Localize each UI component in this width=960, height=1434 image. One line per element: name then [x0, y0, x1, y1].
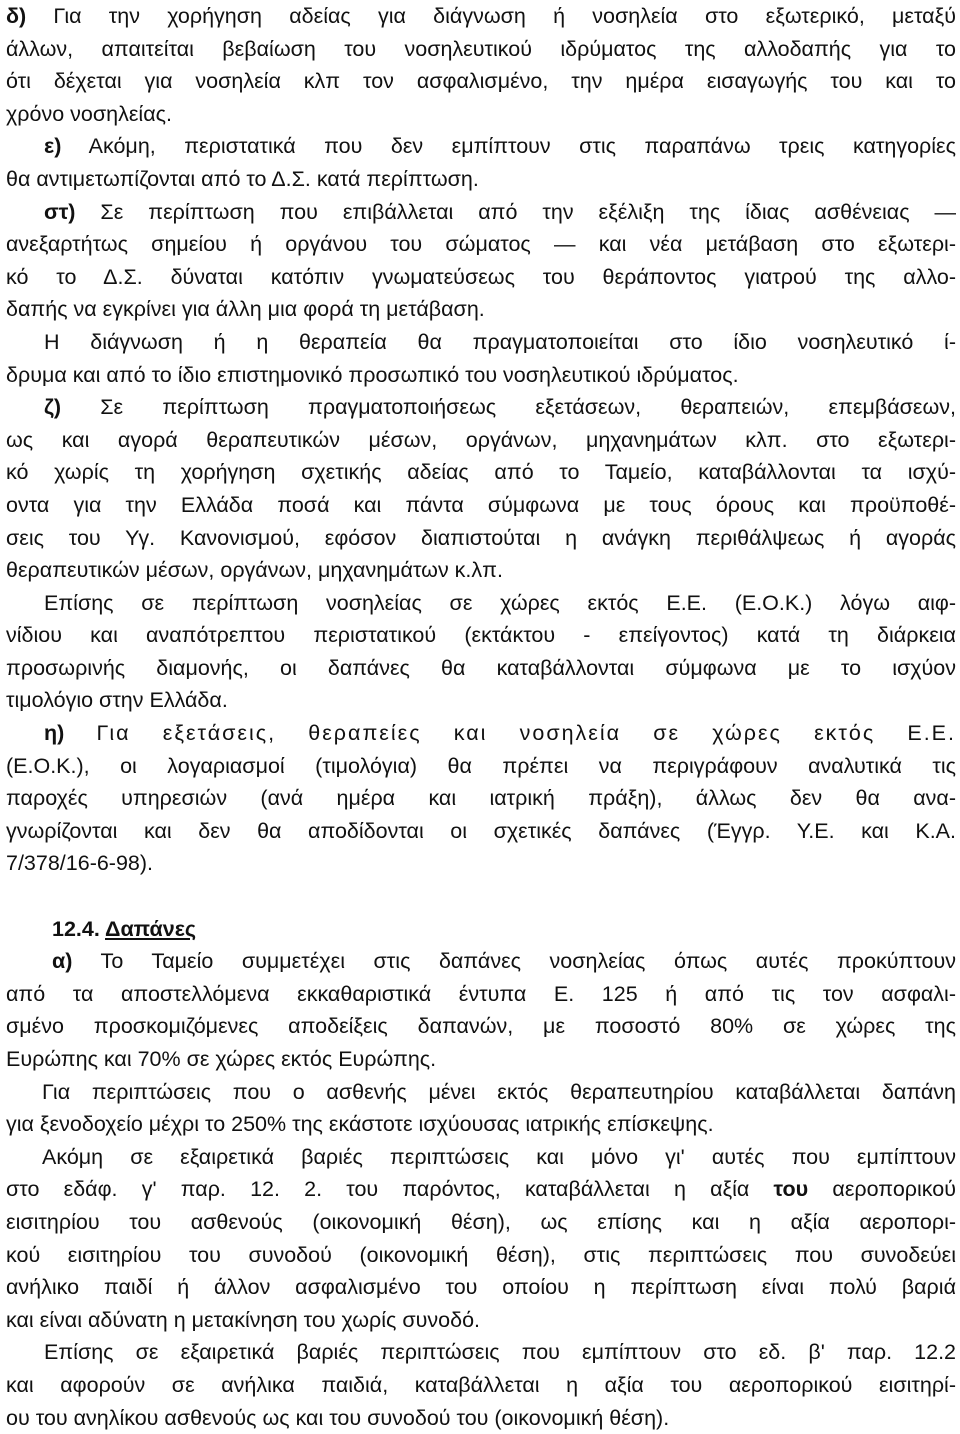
- text-line: [6, 1108, 956, 1141]
- text-run: ανεξαρτήτως σημείου ή οργάνου του σώματος — και νέα μετάβαση στο εξωτερι-: [6, 232, 956, 257]
- text-line: [6, 782, 956, 815]
- text-run: τιμολόγιο στην Ελλάδα.: [6, 688, 228, 713]
- text-line: [6, 1271, 956, 1304]
- text-line: [6, 652, 956, 685]
- bold-text-run: στ): [44, 199, 76, 224]
- text-line: [6, 130, 956, 163]
- text-line: [6, 522, 956, 555]
- text-line: [6, 1141, 956, 1174]
- text-line: [6, 1239, 956, 1272]
- text-run: σμένο προσκομιζόμενες αποδείξεις δαπανών, με ποσοστό 80% σε χώρες της: [6, 1014, 956, 1039]
- text-run: Για την χορήγηση αδείας για διάγνωση ή νοσηλεία στο εξωτερικό, μεταξύ: [26, 4, 956, 28]
- text-run: 7/378/16-6-98).: [6, 851, 154, 876]
- text-line: [6, 913, 956, 946]
- text-run: για ξενοδοχείο μέχρι το 250% της εκάστοτε ισχύουσας ιατρικής επίσκεψης.: [6, 1112, 714, 1137]
- text-run: και αφορούν σε ανήλικα παιδιά, καταβάλλεται η αξία του αεροπορικού εισιτηρί-: [6, 1372, 956, 1397]
- text-line: [6, 326, 956, 359]
- text-run: ου του ανηλίκου ασθενούς ως και του συνοδού του (οικονομική θέση).: [6, 1405, 670, 1430]
- text-run: σεις του Υγ. Κανονισμού, εφόσον διαπιστούται η ανάγκη περιθάλψεως ή αγοράς: [6, 525, 956, 550]
- text-line: [6, 1076, 956, 1109]
- text-line: [6, 1402, 956, 1434]
- text-run: Για περιπτώσεις που ο ασθενής μένει εκτός θεραπευτηρίου καταβάλλεται δαπάνη: [42, 1079, 956, 1104]
- text-run: χρόνο νοσηλείας.: [6, 101, 172, 126]
- bold-text-run: ε): [44, 134, 62, 159]
- text-line: [6, 1304, 956, 1337]
- text-run: Ακόμη σε εξαιρετικά βαριές περιπτώσεις και μόνο γι' αυτές που εμπίπτουν: [42, 1144, 956, 1169]
- text-run: και είναι αδύνατη η μετακίνηση του χωρίς συνοδό.: [6, 1307, 481, 1332]
- text-line: [6, 1206, 956, 1239]
- text-run: Το Ταμείο συμμετέχει στις δαπάνες νοσηλείας όπως αυτές προκύπτουν: [72, 949, 956, 974]
- text-run: Σε περίπτωση που επιβάλλεται από την εξέλιξη της ίδιας ασθένειας —: [75, 199, 956, 224]
- bold-text-run: ζ): [44, 395, 62, 420]
- text-run: δρυμα και από το ίδιο επιστημονικό προσωπικό του νοσηλευτικού ιδρύματος.: [6, 362, 739, 387]
- text-run: Η διάγνωση ή η θεραπεία θα πραγματοποιείται στο ίδιο νοσηλευτικό ί-: [44, 329, 956, 354]
- text-line: [6, 33, 956, 66]
- text-line: [6, 489, 956, 522]
- bold-text-run: α): [52, 949, 73, 974]
- text-run: προσωρινής διαμονής, οι δαπάνες θα καταβάλλονται σύμφωνα με το ισχύον: [6, 655, 956, 680]
- text-run: ότι δέχεται για νοσηλεία κλπ τον ασφαλισμένο, την ημέρα εισαγωγής του και το: [6, 69, 956, 94]
- text-run: παροχές υπηρεσιών (ανά ημέρα και ιατρική πράξη), άλλως δεν θα ανα-: [6, 786, 956, 811]
- bold-text-run: Δαπάνες: [105, 916, 197, 941]
- text-line: [6, 1010, 956, 1043]
- text-run: γνωρίζονται και δεν θα αποδίδονται οι σχετικές δαπάνες (Έγγρ. Υ.Ε. και Κ.Α.: [6, 818, 956, 843]
- text-line: [6, 619, 956, 652]
- text-line: [6, 196, 956, 229]
- text-run: κό το Δ.Σ. δύναται κατόπιν γνωματεύσεως του θεράποντος γιατρού της αλλο-: [6, 264, 956, 289]
- text-line: [6, 554, 956, 587]
- text-line: [6, 163, 956, 196]
- text-line: [6, 1336, 956, 1369]
- text-line: [6, 945, 956, 978]
- text-line: [6, 0, 956, 33]
- text-run: Ευρώπης και 70% σε χώρες εκτός Ευρώπης.: [6, 1047, 437, 1071]
- text-run: κό χωρίς τη χορήγηση σχετικής αδείας από το Ταμείο, καταβάλλονται τα ισχύ-: [6, 460, 956, 485]
- text-line: [6, 1043, 956, 1076]
- text-run: από τα αποστελλόμενα εκκαθαριστικά έντυπα Ε. 125 ή από τις τον ασφαλι-: [6, 981, 956, 1006]
- text-line: [6, 65, 956, 98]
- text-line: [6, 261, 956, 294]
- text-line: [6, 587, 956, 620]
- text-line: [6, 98, 956, 131]
- text-line: [6, 750, 956, 783]
- text-run: Για εξετάσεις, θεραπείες και νοσηλεία σε χώρες εκτός Ε.Ε.: [64, 721, 956, 746]
- text-run: θα αντιμετωπίζονται από το Δ.Σ. κατά περίπτωση.: [6, 166, 479, 191]
- text-line: [6, 424, 956, 457]
- text-run: νίδιου και αναπότρεπτου περιστατικού (εκτάκτου - επείγοντος) κατά τη διάρκεια: [6, 623, 956, 648]
- bold-text-run: 12.4.: [52, 916, 105, 941]
- text-line: [6, 456, 956, 489]
- text-line: [6, 717, 956, 750]
- text-line: [6, 978, 956, 1011]
- text-run: εισιτηρίου του ασθενούς (οικονομική θέση), ως επίσης και η αξία αεροπορι-: [6, 1209, 956, 1234]
- bold-text-run: η): [44, 721, 65, 746]
- text-run: (Ε.Ο.Κ.), οι λογαριασμοί (τιμολόγια) θα πρέπει να περιγράφουν αναλυτικά τις: [6, 753, 956, 778]
- text-run: δαπής να εγκρίνει για άλλη μια φορά τη μετάβαση.: [6, 297, 485, 322]
- text-run: στο εδάφ. γ' παρ. 12. 2. του παρόντος, καταβάλλεται η αξία: [6, 1177, 774, 1202]
- text-line: [6, 684, 956, 717]
- text-run: ως και αγορά θεραπευτικών μέσων, οργάνων, μηχανημάτων κλπ. στο εξωτερι-: [6, 427, 956, 452]
- bold-text-run: του: [773, 1177, 809, 1202]
- text-line: [6, 359, 956, 392]
- text-line: [6, 1369, 956, 1402]
- text-run: Ακόμη, περιστατικά που δεν εμπίπτουν στις παραπάνω τρεις κατηγορίες: [61, 134, 956, 159]
- text-run: Επίσης σε εξαιρετικά βαριές περιπτώσεις που εμπίπτουν στο εδ. β' παρ. 12.2: [44, 1340, 956, 1365]
- text-line: [6, 815, 956, 848]
- text-line: [6, 880, 956, 913]
- text-line: [6, 847, 956, 880]
- text-run: αεροπορικού: [808, 1177, 956, 1202]
- text-line: [6, 293, 956, 326]
- text-run: άλλων, απαιτείται βεβαίωση του νοσηλευτικού ιδρύματος της αλλοδαπής για το: [6, 36, 956, 61]
- text-line: [6, 1173, 956, 1206]
- text-run: Σε περίπτωση πραγματοποιήσεως εξετάσεων, θεραπειών, επεμβάσεων,: [61, 395, 956, 420]
- text-run: θεραπευτικών μέσων, οργάνων, μηχανημάτων κ.λπ.: [6, 558, 503, 583]
- text-run: οντα για την Ελλάδα ποσά και πάντα σύμφωνα με τους όρους και προϋποθέ-: [6, 492, 956, 517]
- text-run: Επίσης σε περίπτωση νοσηλείας σε χώρες εκτός Ε.Ε. (Ε.Ο.Κ.) λόγω αιφ-: [44, 590, 956, 615]
- text-run: κού εισιτηρίου του συνοδού (οικονομική θέση), στις περιπτώσεις που συνοδεύει: [6, 1242, 956, 1267]
- text-run: ανήλικο παιδί ή άλλον ασφαλισμένο του οποίου η περίπτωση είναι πολύ βαριά: [6, 1275, 956, 1300]
- text-line: [6, 391, 956, 424]
- text-line: [6, 228, 956, 261]
- bold-text-run: δ): [6, 4, 27, 28]
